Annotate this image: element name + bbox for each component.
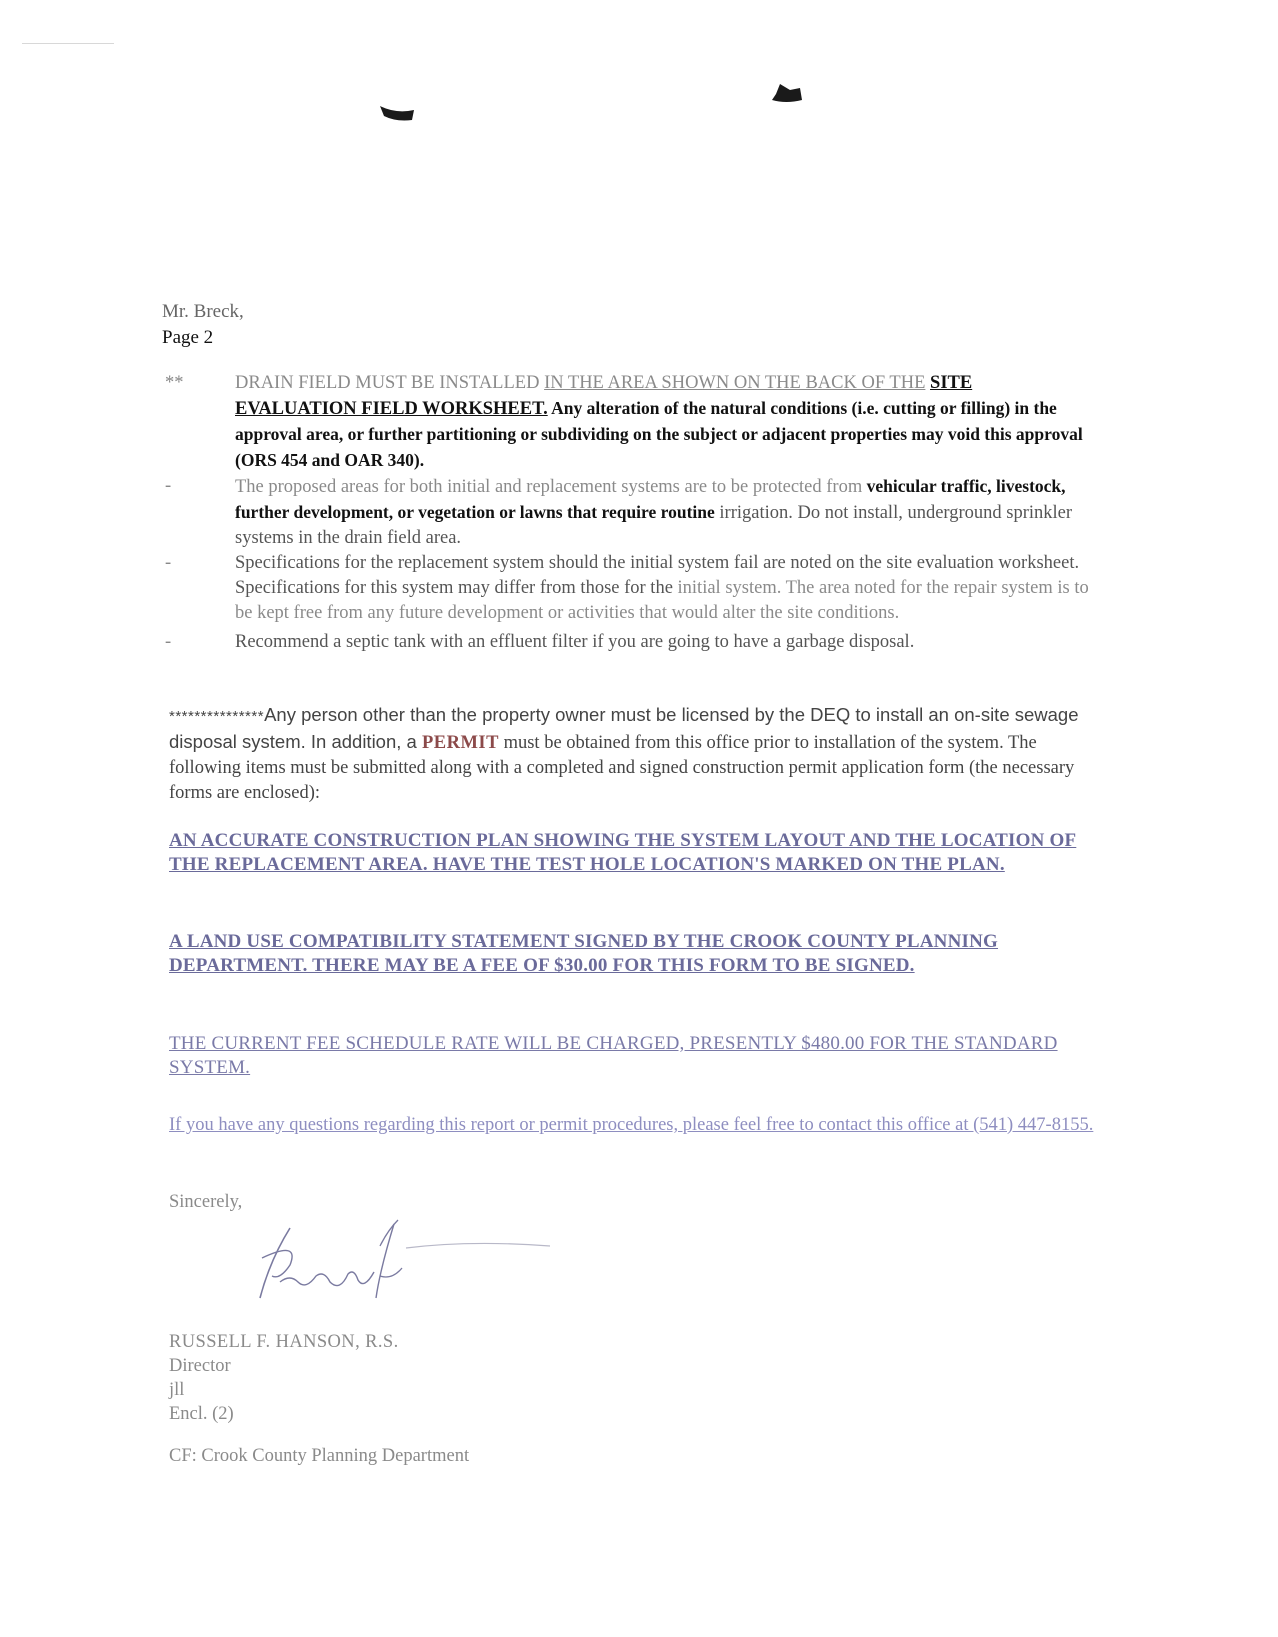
closing: Sincerely, [169,1192,243,1212]
bullet-marker: ** [165,373,184,393]
repair-area-text: initial system. The area noted for the repair system is to be kept free from any future development or activities that would alter the site conditions. [235,578,1089,623]
scan-edge-line [22,43,114,44]
typist-initials: jll [169,1380,185,1400]
replacement-spec-text: Specifications for the replacement system should the initial system fail are noted on the site evaluation worksheet. Specifications for this system may differ from those for the [235,553,1080,598]
permit-word: PERMIT [421,733,499,753]
scan-mark-right [766,80,806,108]
letter-header [162,300,244,350]
drain-field-lead: DRAIN FIELD MUST BE INSTALLED [235,373,545,393]
contact-paragraph: If you have any questions regarding this report or permit procedures, please feel free to contact this office at (541) 447-8155. [169,1115,1094,1135]
signer-name: RUSSELL F. HANSON, R.S. [169,1332,399,1352]
license-text-2: must be obtained from this office prior to installation of the system. The following items must be submitted along with a completed and signed construction permit application form (the necessary forms are enclosed): [169,733,1075,803]
list-item [165,551,1095,626]
drain-field-area-ref: IN THE AREA SHOWN ON THE BACK OF THE [544,373,926,393]
alteration-warning: Any alteration of the natural conditions (i.e. cutting or filling) in the approval area, or further partitioning or subdividing on the subject or adjacent properties may void this approval (ORS 454 and OAR 340). [235,398,1083,470]
protection-text-bold: vehicular traffic, livestock, further development, or vegetation or lawns that require routine [235,476,1066,522]
protection-text-tail: irrigation. Do not install, underground sprinkler systems in the drain field area. [235,503,1073,548]
protection-text-lead: The proposed areas for both initial and replacement systems are to be protected from [235,477,863,497]
requirement-land-use: A LAND USE COMPATIBILITY STATEMENT SIGNED BY THE CROOK COUNTY PLANNING DEPARTMENT. THERE MAY BE A FEE OF $30.00 FOR THIS FORM TO BE SIGNED. [169,931,999,976]
scan-mark-left [378,100,418,124]
license-text-1: Any person other than the property owner must be licensed by the DEQ to install an on-site sewage disposal system. In addition, a [169,704,1079,752]
page-number: Page 2 [162,327,214,348]
signer-title: Director [169,1356,231,1376]
worksheet-ref: SITE EVALUATION FIELD WORKSHEET. [235,373,973,419]
septic-recommendation: Recommend a septic tank with an effluent filter if you are going to have a garbage disposal. [235,632,915,652]
signer-block [169,1330,399,1426]
bullet-marker: - [165,476,172,496]
carbon-copy: CF: Crook County Planning Department [169,1446,470,1466]
conditions-list [165,371,1095,655]
bullet-marker: - [165,632,172,652]
list-item [165,371,1095,474]
asterisk-rule: *************** [169,708,265,725]
enclosures: Encl. (2) [169,1404,234,1424]
signature-image [230,1210,570,1310]
addressee: Mr. Breck, [162,301,244,322]
list-item [165,474,1095,551]
requirement-fee: THE CURRENT FEE SCHEDULE RATE WILL BE CHARGED, PRESENTLY $480.00 FOR THE STANDARD SYSTEM. [169,1033,1058,1078]
requirement-construction-plan: AN ACCURATE CONSTRUCTION PLAN SHOWING THE SYSTEM LAYOUT AND THE LOCATION OF THE REPLACEMENT AREA. HAVE THE TEST HOLE LOCATION'S MARKED ON THE PLAN. [169,830,1077,875]
license-paragraph [169,702,1099,806]
bullet-marker: - [165,553,172,573]
list-item [165,630,1095,655]
